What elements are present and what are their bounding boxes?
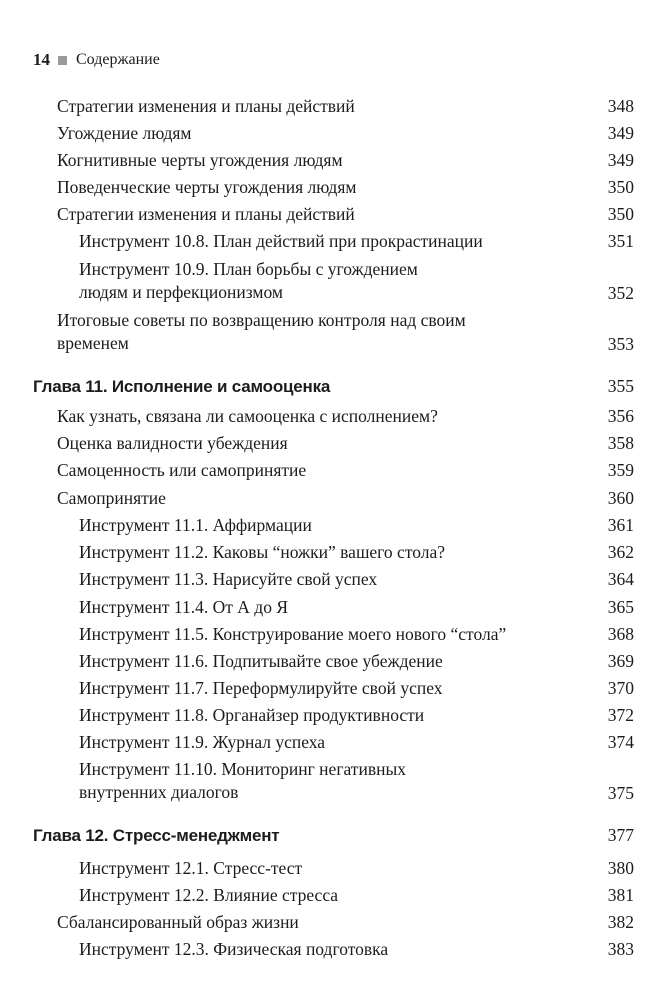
toc-entry-title [79,230,483,253]
toc-entry-title [57,176,356,199]
toc-entry-page: 353 [607,334,634,354]
toc-entry-page: 382 [607,912,634,932]
toc-entry-title [79,568,377,591]
toc-entry-title-line: Итоговые советы по возвращению контроля над своим [57,310,466,330]
toc-entry-page: 348 [607,96,634,116]
toc-entry-title-line: людям и перфекционизмом [79,282,283,302]
toc-entry-page: 359 [607,460,634,480]
toc-entry-page: 350 [607,204,634,224]
square-bullet-icon [58,56,67,65]
toc-entry-title [57,95,355,118]
toc-entry-title-line: Инструмент 11.10. Мониторинг негативных [79,759,406,779]
toc-entry-title-line: Сбалансированный образ жизни [57,912,299,932]
toc-entry-title-line: Стратегии изменения и планы действий [57,204,355,224]
toc-entry-title-line: Инструмент 11.3. Нарисуйте свой успех [79,569,378,589]
toc-entry-page: 369 [607,651,634,671]
toc-entry-title-line: Инструмент 11.5. Конструирование моего нового “стола” [79,624,507,644]
toc-entry-title [79,758,406,804]
section-title: Содержание [76,51,160,68]
toc-entry-title [79,541,445,564]
toc-entry-title [79,596,288,619]
toc-entry-title-line: Инструмент 11.9. Журнал успеха [79,732,326,752]
toc-entry-page: 360 [607,488,634,508]
toc-entry-page: 365 [607,597,634,617]
toc-entry-page: 370 [607,678,634,698]
toc-entry-title [79,857,302,880]
toc-entry-page: 380 [607,858,634,878]
toc-entry-page: 356 [607,406,634,426]
toc-entry-title [79,704,424,727]
toc-entry-title-line: Инструмент 11.6. Подпитывайте свое убеждение [79,651,443,671]
toc-entry-title-line: Инструмент 11.4. От А до Я [79,597,289,617]
toc-entry-page: 383 [607,939,634,959]
toc-entry-page: 372 [607,705,634,725]
page-number: 14 [33,50,50,69]
toc-entry-title [57,405,438,428]
toc-entry-page: 374 [607,732,634,752]
toc-entry-title [79,258,418,304]
toc-entry-page: 364 [607,569,634,589]
toc-entry-title-line: Поведенческие черты угождения людям [57,177,357,197]
toc-entry-title-line: Инструмент 11.8. Органайзер продуктивности [79,705,425,725]
toc-entry-page: 352 [607,283,634,303]
toc-entry-title [79,677,442,700]
toc-entry-page: 381 [607,885,634,905]
toc-entry-title-line: Инструмент 11.1. Аффирмации [79,515,312,535]
toc-entry-title-line: Стратегии изменения и планы действий [57,96,355,116]
toc-entry-title [33,824,279,847]
toc-entry-title-line: Инструмент 12.2. Влияние стресса [79,885,339,905]
toc-entry-page: 362 [607,542,634,562]
toc-entry-title-line: Угождение людям [57,123,192,143]
toc-entry-title-line: Инструмент 11.7. Переформулируйте свой успех [79,678,443,698]
toc-entry-title-line: Самопринятие [57,488,166,508]
toc-entry-page: 361 [607,515,634,535]
toc-entry-page: 350 [607,177,634,197]
toc-entry-title [79,650,443,673]
toc-entry-title-line: Глава 12. Стресс-менеджмент [33,826,280,845]
toc-entry-title [57,487,166,510]
toc-entry-title-line: Инструмент 11.2. Каковы “ножки” вашего стола? [79,542,446,562]
toc-entry-title [57,459,306,482]
toc-entry-title-line: Оценка валидности убеждения [57,433,288,453]
toc-entry-title [79,938,388,961]
toc-entry-title-line: Инструмент 10.8. План действий при прокрастинации [79,231,483,251]
toc-entry-title [57,432,288,455]
toc-entry-title-line: Когнитивные черты угождения людям [57,150,343,170]
toc-entry-title-line: Инструмент 12.3. Физическая подготовка [79,939,389,959]
toc-entry-title [57,203,355,226]
toc-entry-title [57,122,192,145]
toc-entry-title-line: внутренних диалогов [79,782,239,802]
toc-entry-title [79,623,506,646]
toc-entry-page: 368 [607,624,634,644]
toc-entry-page: 377 [607,825,634,845]
toc-entry-page: 358 [607,433,634,453]
toc-entry-title-line: Инструмент 10.9. План борьбы с угождением [79,259,418,279]
toc-entry-title-line: временем [57,333,129,353]
toc-entry-title [33,375,330,398]
toc-entry-title [57,911,299,934]
toc-entry-title-line: Самоценность или самопринятие [57,460,307,480]
page-header [33,50,160,70]
toc-entry-title [79,731,325,754]
toc-entry-title [79,514,312,537]
toc-entry-title-line: Инструмент 12.1. Стресс-тест [79,858,303,878]
toc-entry-title [57,149,343,172]
toc-entry-page: 351 [607,231,634,251]
toc-entry-page: 349 [607,150,634,170]
toc-entry-title-line: Глава 11. Исполнение и самооценка [33,377,331,396]
toc-entry-page: 349 [607,123,634,143]
toc-entry-page: 355 [607,376,634,396]
toc-entry-title-line: Как узнать, связана ли самооценка с исполнением? [57,406,438,426]
toc-entry-title [79,884,338,907]
toc-entry-title [57,309,466,355]
toc-entry-page: 375 [607,783,634,803]
